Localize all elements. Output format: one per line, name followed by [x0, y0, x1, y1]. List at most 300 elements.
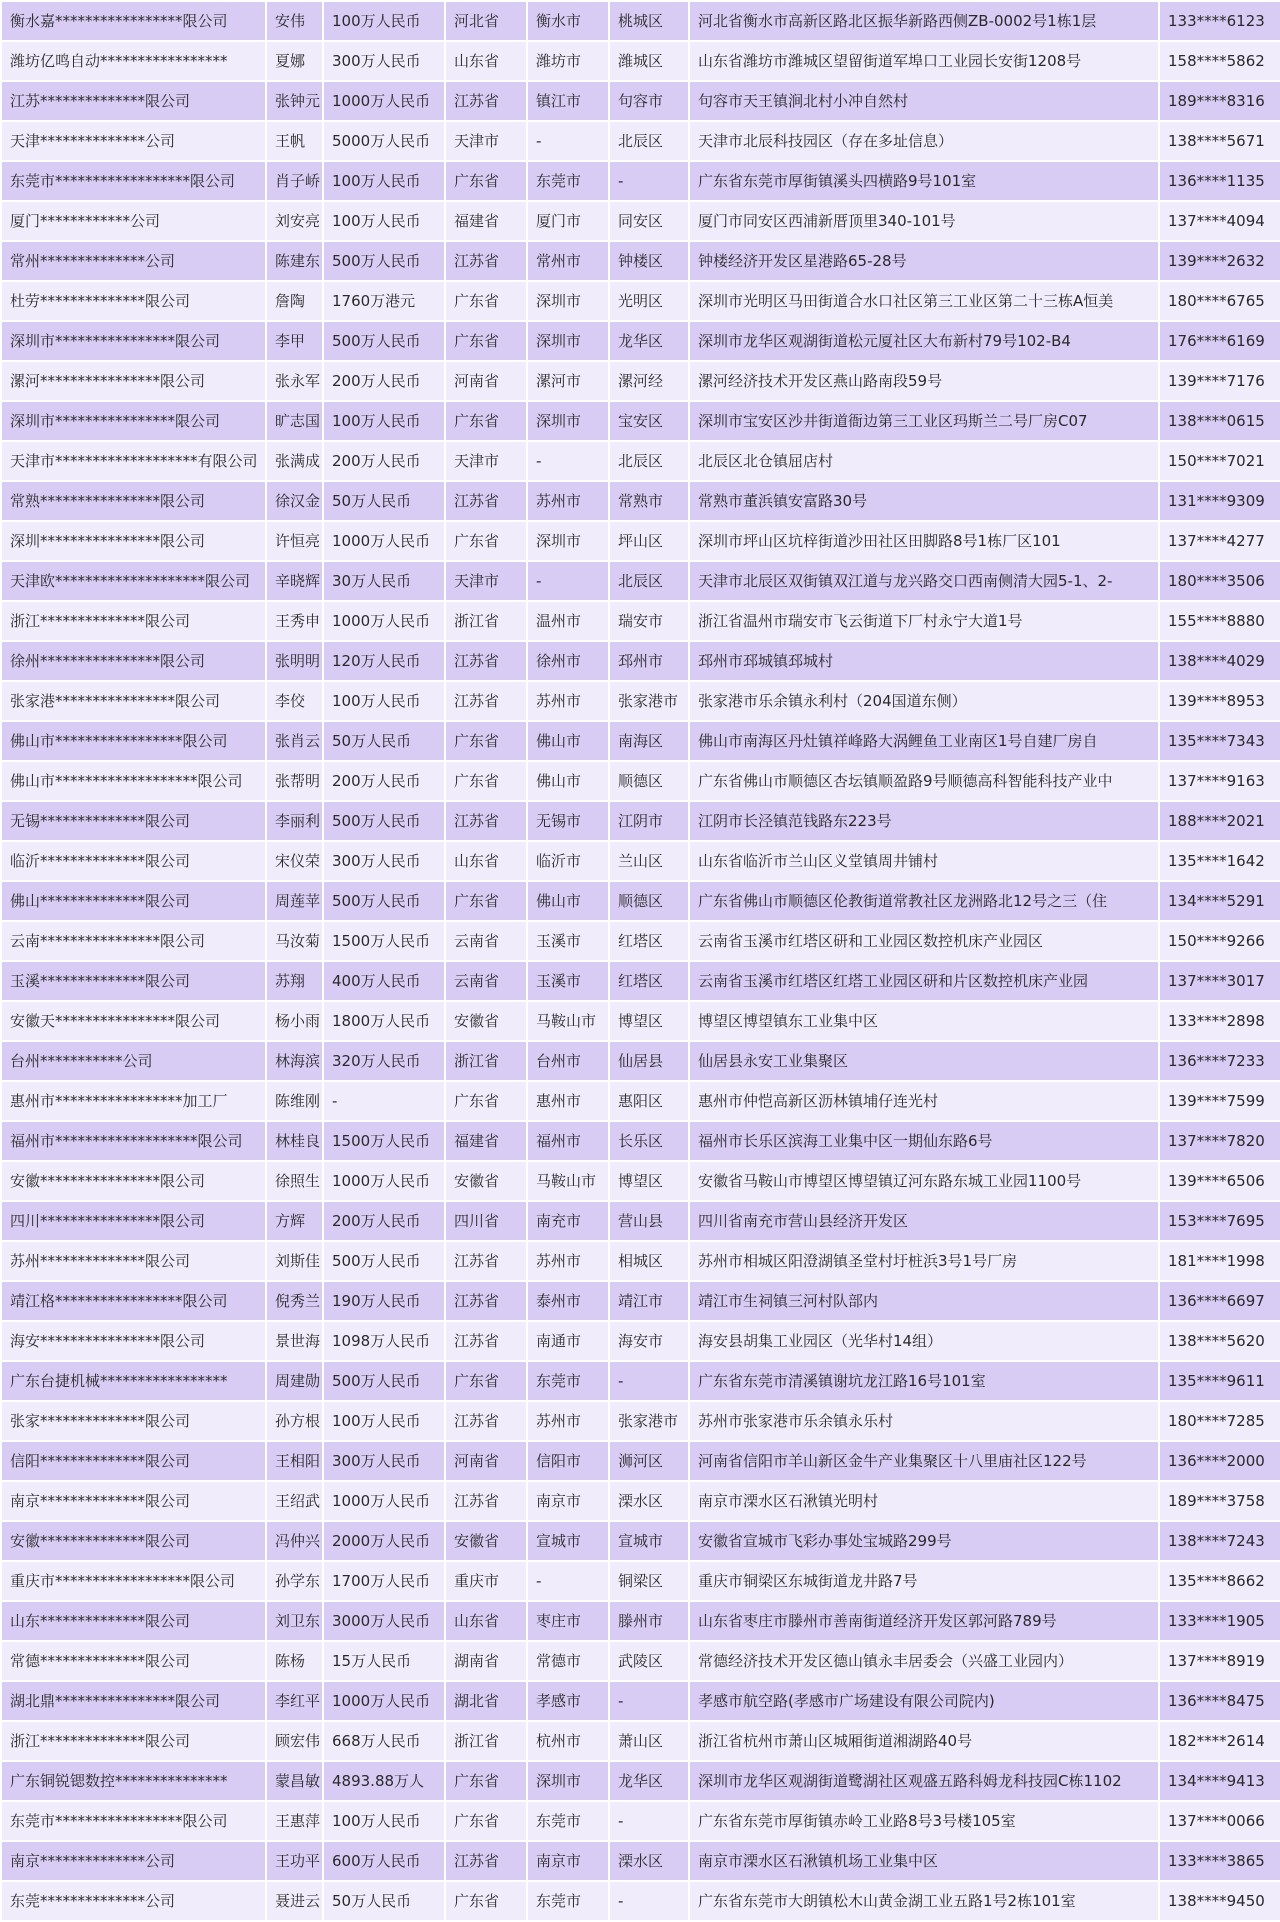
registered-capital-cell: 200万人民币 [323, 441, 445, 481]
phone-cell: 133****2898 [1159, 1001, 1280, 1041]
phone-cell: 150****9266 [1159, 921, 1280, 961]
address-cell: 云南省玉溪市红塔区研和工业园区数控机床产业园区 [689, 921, 1159, 961]
contact-name-cell: 林桂良 [266, 1121, 323, 1161]
contact-name-cell: 夏娜 [266, 41, 323, 81]
address-cell: 天津市北辰科技园区（存在多址信息） [689, 121, 1159, 161]
contact-name-cell: 李红平 [266, 1681, 323, 1721]
registered-capital-cell: 200万人民币 [323, 761, 445, 801]
city-cell: 惠州市 [527, 1081, 609, 1121]
city-cell: - [527, 121, 609, 161]
registered-capital-cell: 100万人民币 [323, 161, 445, 201]
province-cell: 江苏省 [445, 1841, 527, 1881]
province-cell: 浙江省 [445, 1721, 527, 1761]
city-cell: 深圳市 [527, 401, 609, 441]
company-name-cell: 安徽****************限公司 [1, 1161, 266, 1201]
address-cell: 云南省玉溪市红塔区红塔工业园区研和片区数控机床产业园 [689, 961, 1159, 1001]
phone-cell: 138****9450 [1159, 1881, 1280, 1921]
phone-cell: 135****1642 [1159, 841, 1280, 881]
registered-capital-cell: 1500万人民币 [323, 1121, 445, 1161]
contact-name-cell: 孙学东 [266, 1561, 323, 1601]
phone-cell: 180****6765 [1159, 281, 1280, 321]
registered-capital-cell: 1000万人民币 [323, 1481, 445, 1521]
city-cell: 孝感市 [527, 1681, 609, 1721]
district-cell: 靖江市 [609, 1281, 689, 1321]
registered-capital-cell: 500万人民币 [323, 881, 445, 921]
table-row [1, 1481, 1280, 1521]
district-cell: 兰山区 [609, 841, 689, 881]
phone-cell: 137****8919 [1159, 1641, 1280, 1681]
contact-name-cell: 周建勋 [266, 1361, 323, 1401]
table-row [1, 1761, 1280, 1801]
address-cell: 广东省东莞市清溪镇谢坑龙江路16号101室 [689, 1361, 1159, 1401]
table-row [1, 481, 1280, 521]
district-cell: - [609, 1881, 689, 1921]
city-cell: 南京市 [527, 1481, 609, 1521]
contact-name-cell: 李丽利 [266, 801, 323, 841]
table-row [1, 121, 1280, 161]
address-cell: 南京市溧水区石湫镇光明村 [689, 1481, 1159, 1521]
registered-capital-cell: 400万人民币 [323, 961, 445, 1001]
province-cell: 河南省 [445, 361, 527, 401]
province-cell: 江苏省 [445, 1401, 527, 1441]
phone-cell: 188****2021 [1159, 801, 1280, 841]
address-cell: 广东省东莞市厚街镇溪头四横路9号101室 [689, 161, 1159, 201]
city-cell: 马鞍山市 [527, 1001, 609, 1041]
phone-cell: 139****2632 [1159, 241, 1280, 281]
contact-name-cell: 安伟 [266, 1, 323, 41]
company-name-cell: 东莞**************公司 [1, 1881, 266, 1921]
table-row [1, 881, 1280, 921]
registered-capital-cell: 120万人民币 [323, 641, 445, 681]
phone-cell: 131****9309 [1159, 481, 1280, 521]
table-row [1, 1361, 1280, 1401]
district-cell: 张家港市 [609, 681, 689, 721]
district-cell: 惠阳区 [609, 1081, 689, 1121]
company-name-cell: 惠州市*****************加工厂 [1, 1081, 266, 1121]
contact-name-cell: 许恒亮 [266, 521, 323, 561]
table-row [1, 441, 1280, 481]
province-cell: 广东省 [445, 321, 527, 361]
district-cell: 句容市 [609, 81, 689, 121]
table-row [1, 1281, 1280, 1321]
province-cell: 江苏省 [445, 1481, 527, 1521]
city-cell: 东莞市 [527, 1881, 609, 1921]
province-cell: 广东省 [445, 721, 527, 761]
city-cell: 台州市 [527, 1041, 609, 1081]
phone-cell: 133****3865 [1159, 1841, 1280, 1881]
table-row [1, 161, 1280, 201]
registered-capital-cell: 500万人民币 [323, 801, 445, 841]
address-cell: 惠州市仲恺高新区沥林镇埔仔连光村 [689, 1081, 1159, 1121]
address-cell: 仙居县永安工业集聚区 [689, 1041, 1159, 1081]
phone-cell: 139****7599 [1159, 1081, 1280, 1121]
contact-name-cell: 王帆 [266, 121, 323, 161]
contact-name-cell: 张明明 [266, 641, 323, 681]
district-cell: 常熟市 [609, 481, 689, 521]
district-cell: 江阴市 [609, 801, 689, 841]
province-cell: 天津市 [445, 441, 527, 481]
city-cell: 福州市 [527, 1121, 609, 1161]
registered-capital-cell: 300万人民币 [323, 1441, 445, 1481]
contact-name-cell: 詹陶 [266, 281, 323, 321]
district-cell: 铜梁区 [609, 1561, 689, 1601]
address-cell: 北辰区北仓镇屈店村 [689, 441, 1159, 481]
province-cell: 江苏省 [445, 1321, 527, 1361]
table-row [1, 761, 1280, 801]
table-row [1, 241, 1280, 281]
company-name-cell: 安徽天****************限公司 [1, 1001, 266, 1041]
address-cell: 安徽省马鞍山市博望区博望镇辽河东路东城工业园1100号 [689, 1161, 1159, 1201]
registered-capital-cell: 190万人民币 [323, 1281, 445, 1321]
city-cell: 苏州市 [527, 681, 609, 721]
contact-name-cell: 王相阳 [266, 1441, 323, 1481]
table-row [1, 1681, 1280, 1721]
province-cell: 江苏省 [445, 681, 527, 721]
registered-capital-cell: - [323, 1081, 445, 1121]
contact-name-cell: 景世海 [266, 1321, 323, 1361]
phone-cell: 176****6169 [1159, 321, 1280, 361]
district-cell: - [609, 1361, 689, 1401]
address-cell: 山东省潍坊市潍城区望留街道军埠口工业园长安街1208号 [689, 41, 1159, 81]
registered-capital-cell: 500万人民币 [323, 321, 445, 361]
table-row [1, 1401, 1280, 1441]
province-cell: 广东省 [445, 161, 527, 201]
address-cell: 常德经济技术开发区德山镇永丰居委会（兴盛工业园内） [689, 1641, 1159, 1681]
company-name-cell: 台州***********公司 [1, 1041, 266, 1081]
table-row [1, 201, 1280, 241]
district-cell: 龙华区 [609, 1761, 689, 1801]
company-name-cell: 徐州****************限公司 [1, 641, 266, 681]
table-row [1, 361, 1280, 401]
registered-capital-cell: 50万人民币 [323, 721, 445, 761]
province-cell: 江苏省 [445, 801, 527, 841]
table-row [1, 961, 1280, 1001]
address-cell: 广东省东莞市大朗镇松木山黄金湖工业五路1号2栋101室 [689, 1881, 1159, 1921]
contact-name-cell: 冯仲兴 [266, 1521, 323, 1561]
contact-name-cell: 杨小雨 [266, 1001, 323, 1041]
table-row [1, 1201, 1280, 1241]
city-cell: 常德市 [527, 1641, 609, 1681]
province-cell: 云南省 [445, 921, 527, 961]
province-cell: 安徽省 [445, 1521, 527, 1561]
city-cell: 深圳市 [527, 521, 609, 561]
city-cell: 佛山市 [527, 721, 609, 761]
phone-cell: 134****9413 [1159, 1761, 1280, 1801]
city-cell: 泰州市 [527, 1281, 609, 1321]
address-cell: 海安县胡集工业园区（光华村14组） [689, 1321, 1159, 1361]
province-cell: 云南省 [445, 961, 527, 1001]
table-row [1, 1441, 1280, 1481]
registered-capital-cell: 1000万人民币 [323, 81, 445, 121]
district-cell: 邳州市 [609, 641, 689, 681]
address-cell: 博望区博望镇东工业集中区 [689, 1001, 1159, 1041]
contact-name-cell: 刘斯佳 [266, 1241, 323, 1281]
district-cell: 潍城区 [609, 41, 689, 81]
company-name-cell: 靖江格*****************限公司 [1, 1281, 266, 1321]
address-cell: 南京市溧水区石湫镇机场工业集中区 [689, 1841, 1159, 1881]
province-cell: 天津市 [445, 561, 527, 601]
address-cell: 靖江市生祠镇三河村队部内 [689, 1281, 1159, 1321]
registered-capital-cell: 1000万人民币 [323, 601, 445, 641]
phone-cell: 135****9611 [1159, 1361, 1280, 1401]
contact-name-cell: 王惠萍 [266, 1801, 323, 1841]
company-name-cell: 重庆市******************限公司 [1, 1561, 266, 1601]
province-cell: 福建省 [445, 1121, 527, 1161]
contact-name-cell: 聂进云 [266, 1881, 323, 1921]
contact-name-cell: 林海滨 [266, 1041, 323, 1081]
contact-name-cell: 王功平 [266, 1841, 323, 1881]
company-name-cell: 厦门************公司 [1, 201, 266, 241]
registered-capital-cell: 100万人民币 [323, 681, 445, 721]
province-cell: 河南省 [445, 1441, 527, 1481]
registered-capital-cell: 200万人民币 [323, 361, 445, 401]
contact-name-cell: 李佼 [266, 681, 323, 721]
phone-cell: 180****7285 [1159, 1401, 1280, 1441]
phone-cell: 135****7343 [1159, 721, 1280, 761]
address-cell: 深圳市龙华区观湖街道松元厦社区大布新村79号102-B4 [689, 321, 1159, 361]
contact-name-cell: 张帮明 [266, 761, 323, 801]
city-cell: 衡水市 [527, 1, 609, 41]
district-cell: 钟楼区 [609, 241, 689, 281]
table-row [1, 801, 1280, 841]
registered-capital-cell: 300万人民币 [323, 41, 445, 81]
company-name-cell: 浙江**************限公司 [1, 601, 266, 641]
company-name-cell: 衡水嘉*****************限公司 [1, 1, 266, 41]
city-cell: 临沂市 [527, 841, 609, 881]
registered-capital-cell: 1700万人民币 [323, 1561, 445, 1601]
registered-capital-cell: 4893.88万人 [323, 1761, 445, 1801]
district-cell: 长乐区 [609, 1121, 689, 1161]
city-cell: 深圳市 [527, 1761, 609, 1801]
address-cell: 广东省佛山市顺德区杏坛镇顺盈路9号顺德高科智能科技产业中 [689, 761, 1159, 801]
table-row [1, 1521, 1280, 1561]
table-row [1, 1121, 1280, 1161]
table-row [1, 1721, 1280, 1761]
district-cell: 仙居县 [609, 1041, 689, 1081]
table-row [1, 601, 1280, 641]
contact-name-cell: 陈建东 [266, 241, 323, 281]
phone-cell: 138****5620 [1159, 1321, 1280, 1361]
company-name-cell: 东莞市*****************限公司 [1, 1801, 266, 1841]
address-cell: 深圳市宝安区沙井街道衙边第三工业区玛斯兰二号厂房C07 [689, 401, 1159, 441]
phone-cell: 136****6697 [1159, 1281, 1280, 1321]
phone-cell: 136****8475 [1159, 1681, 1280, 1721]
city-cell: 杭州市 [527, 1721, 609, 1761]
company-name-cell: 杜劳**************限公司 [1, 281, 266, 321]
province-cell: 江苏省 [445, 1241, 527, 1281]
table-row [1, 41, 1280, 81]
registered-capital-cell: 5000万人民币 [323, 121, 445, 161]
company-name-cell: 苏州**************限公司 [1, 1241, 266, 1281]
phone-cell: 139****8953 [1159, 681, 1280, 721]
registered-capital-cell: 500万人民币 [323, 241, 445, 281]
company-name-cell: 常德**************限公司 [1, 1641, 266, 1681]
district-cell: 博望区 [609, 1001, 689, 1041]
city-cell: 南京市 [527, 1841, 609, 1881]
phone-cell: 189****3758 [1159, 1481, 1280, 1521]
contact-name-cell: 宋仪荣 [266, 841, 323, 881]
table-row [1, 1641, 1280, 1681]
phone-cell: 153****7695 [1159, 1201, 1280, 1241]
address-cell: 广东省佛山市顺德区伦教街道常教社区龙洲路北12号之三（住 [689, 881, 1159, 921]
phone-cell: 150****7021 [1159, 441, 1280, 481]
phone-cell: 155****8880 [1159, 601, 1280, 641]
address-cell: 福州市长乐区滨海工业集中区一期仙东路6号 [689, 1121, 1159, 1161]
phone-cell: 137****4277 [1159, 521, 1280, 561]
contact-name-cell: 张肖云 [266, 721, 323, 761]
phone-cell: 189****8316 [1159, 81, 1280, 121]
address-cell: 漯河经济技术开发区燕山路南段59号 [689, 361, 1159, 401]
city-cell: 南充市 [527, 1201, 609, 1241]
registered-capital-cell: 50万人民币 [323, 481, 445, 521]
table-row [1, 1081, 1280, 1121]
company-name-cell: 广东铜锐锶数控*************** [1, 1761, 266, 1801]
province-cell: 四川省 [445, 1201, 527, 1241]
registered-capital-cell: 2000万人民币 [323, 1521, 445, 1561]
address-cell: 孝感市航空路(孝感市广场建设有限公司院内) [689, 1681, 1159, 1721]
address-cell: 河南省信阳市羊山新区金牛产业集聚区十八里庙社区122号 [689, 1441, 1159, 1481]
province-cell: 浙江省 [445, 1041, 527, 1081]
contact-name-cell: 旷志国 [266, 401, 323, 441]
province-cell: 福建省 [445, 201, 527, 241]
company-name-cell: 常熟****************限公司 [1, 481, 266, 521]
contact-name-cell: 辛晓辉 [266, 561, 323, 601]
table-row [1, 561, 1280, 601]
registered-capital-cell: 1800万人民币 [323, 1001, 445, 1041]
registered-capital-cell: 3000万人民币 [323, 1601, 445, 1641]
company-name-cell: 福州市*******************限公司 [1, 1121, 266, 1161]
table-row [1, 641, 1280, 681]
company-name-cell: 张家港****************限公司 [1, 681, 266, 721]
phone-cell: 133****6123 [1159, 1, 1280, 41]
phone-cell: 180****3506 [1159, 561, 1280, 601]
company-name-cell: 浙江**************限公司 [1, 1721, 266, 1761]
address-cell: 浙江省杭州市萧山区城厢街道湘湖路40号 [689, 1721, 1159, 1761]
phone-cell: 139****6506 [1159, 1161, 1280, 1201]
province-cell: 广东省 [445, 881, 527, 921]
registered-capital-cell: 200万人民币 [323, 1201, 445, 1241]
contact-name-cell: 肖子峤 [266, 161, 323, 201]
province-cell: 江苏省 [445, 641, 527, 681]
contact-name-cell: 刘安亮 [266, 201, 323, 241]
city-cell: - [527, 441, 609, 481]
district-cell: 顺德区 [609, 881, 689, 921]
province-cell: 安徽省 [445, 1161, 527, 1201]
contact-name-cell: 张钟元 [266, 81, 323, 121]
address-cell: 广东省东莞市厚街镇赤岭工业路8号3号楼105室 [689, 1801, 1159, 1841]
address-cell: 浙江省温州市瑞安市飞云街道下厂村永宁大道1号 [689, 601, 1159, 641]
address-cell: 天津市北辰区双街镇双江道与龙兴路交口西南侧清大园5-1、2- [689, 561, 1159, 601]
contact-name-cell: 王秀申 [266, 601, 323, 641]
district-cell: 桃城区 [609, 1, 689, 41]
table-row [1, 1161, 1280, 1201]
company-name-cell: 云南****************限公司 [1, 921, 266, 961]
registered-capital-cell: 600万人民币 [323, 1841, 445, 1881]
company-name-cell: 临沂**************限公司 [1, 841, 266, 881]
district-cell: 坪山区 [609, 521, 689, 561]
district-cell: 武陵区 [609, 1641, 689, 1681]
registered-capital-cell: 1000万人民币 [323, 1161, 445, 1201]
company-name-cell: 佛山**************限公司 [1, 881, 266, 921]
city-cell: 佛山市 [527, 761, 609, 801]
district-cell: 瑞安市 [609, 601, 689, 641]
table-row [1, 81, 1280, 121]
province-cell: 江苏省 [445, 1281, 527, 1321]
city-cell: 玉溪市 [527, 921, 609, 961]
registered-capital-cell: 500万人民币 [323, 1241, 445, 1281]
table-row [1, 681, 1280, 721]
contact-name-cell: 孙方根 [266, 1401, 323, 1441]
company-name-cell: 玉溪**************限公司 [1, 961, 266, 1001]
company-name-cell: 信阳**************限公司 [1, 1441, 266, 1481]
district-cell: 张家港市 [609, 1401, 689, 1441]
phone-cell: 137****4094 [1159, 201, 1280, 241]
province-cell: 江苏省 [445, 481, 527, 521]
city-cell: 厦门市 [527, 201, 609, 241]
province-cell: 江苏省 [445, 241, 527, 281]
table-row [1, 1801, 1280, 1841]
district-cell: 同安区 [609, 201, 689, 241]
province-cell: 山东省 [445, 841, 527, 881]
contact-name-cell: 马汝菊 [266, 921, 323, 961]
contact-name-cell: 周莲苹 [266, 881, 323, 921]
province-cell: 广东省 [445, 521, 527, 561]
district-cell: - [609, 1681, 689, 1721]
company-name-cell: 深圳市****************限公司 [1, 401, 266, 441]
registered-capital-cell: 300万人民币 [323, 841, 445, 881]
table-row [1, 1, 1280, 41]
city-cell: 徐州市 [527, 641, 609, 681]
city-cell: 马鞍山市 [527, 1161, 609, 1201]
company-name-cell: 天津市*******************有限公司 [1, 441, 266, 481]
phone-cell: 158****5862 [1159, 41, 1280, 81]
table-row [1, 521, 1280, 561]
province-cell: 广东省 [445, 1761, 527, 1801]
phone-cell: 138****0615 [1159, 401, 1280, 441]
company-name-cell: 湖北鼎****************限公司 [1, 1681, 266, 1721]
company-name-cell: 漯河****************限公司 [1, 361, 266, 401]
address-cell: 苏州市相城区阳澄湖镇圣堂村圩桩浜3号1号厂房 [689, 1241, 1159, 1281]
city-cell: 温州市 [527, 601, 609, 641]
registered-capital-cell: 668万人民币 [323, 1721, 445, 1761]
registered-capital-cell: 1500万人民币 [323, 921, 445, 961]
city-cell: 苏州市 [527, 1241, 609, 1281]
registered-capital-cell: 50万人民币 [323, 1881, 445, 1921]
phone-cell: 134****5291 [1159, 881, 1280, 921]
phone-cell: 182****2614 [1159, 1721, 1280, 1761]
address-cell: 邳州市邳城镇邳城村 [689, 641, 1159, 681]
city-cell: 潍坊市 [527, 41, 609, 81]
registered-capital-cell: 100万人民币 [323, 1801, 445, 1841]
city-cell: 枣庄市 [527, 1601, 609, 1641]
contact-name-cell: 张永军 [266, 361, 323, 401]
province-cell: 湖北省 [445, 1681, 527, 1721]
registered-capital-cell: 1760万港元 [323, 281, 445, 321]
phone-cell: 136****2000 [1159, 1441, 1280, 1481]
province-cell: 湖南省 [445, 1641, 527, 1681]
company-name-cell: 潍坊亿鸣自动***************** [1, 41, 266, 81]
table-row [1, 1241, 1280, 1281]
province-cell: 重庆市 [445, 1561, 527, 1601]
province-cell: 广东省 [445, 1881, 527, 1921]
address-cell: 苏州市张家港市乐余镇永乐村 [689, 1401, 1159, 1441]
city-cell: 深圳市 [527, 281, 609, 321]
address-cell: 佛山市南海区丹灶镇祥峰路大涡鲤鱼工业南区1号自建厂房自 [689, 721, 1159, 761]
address-cell: 山东省枣庄市滕州市善南街道经济开发区郭河路789号 [689, 1601, 1159, 1641]
contact-name-cell: 陈维刚 [266, 1081, 323, 1121]
district-cell: 顺德区 [609, 761, 689, 801]
city-cell: 玉溪市 [527, 961, 609, 1001]
